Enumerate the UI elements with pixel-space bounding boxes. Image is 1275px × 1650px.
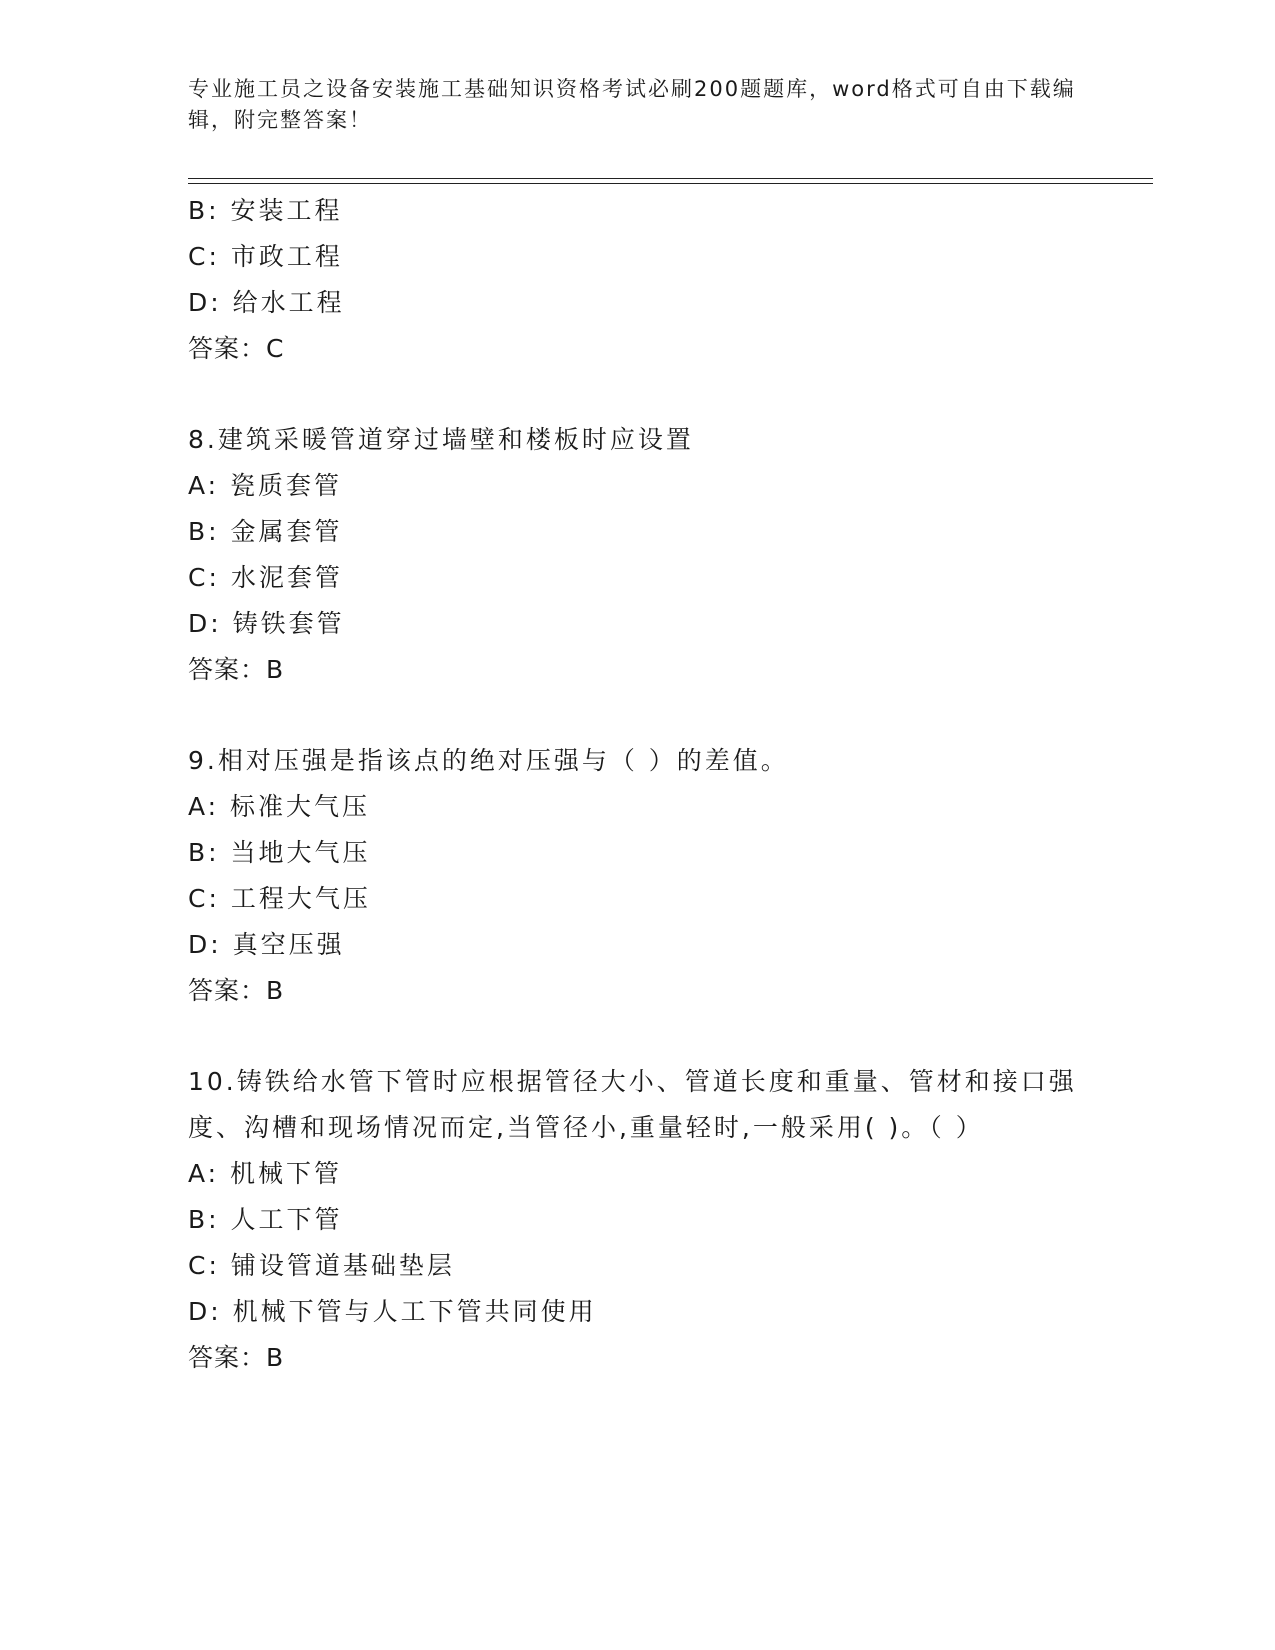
- option-c: C: 工程大气压: [188, 884, 371, 913]
- document-header: [188, 74, 1078, 136]
- option-a: A: 标准大气压: [188, 792, 371, 821]
- spacer: [188, 1014, 1088, 1059]
- question-list: [188, 188, 1088, 1381]
- question-8: [188, 417, 1088, 693]
- option-b: B: 人工下管: [188, 1205, 343, 1234]
- option-c: C: 市政工程: [188, 242, 343, 271]
- option-a: A: 机械下管: [188, 1159, 343, 1188]
- option-d: D: 真空压强: [188, 930, 345, 959]
- option-c: C: 铺设管道基础垫层: [188, 1251, 455, 1280]
- answer-line: 答案：B: [188, 655, 285, 684]
- question-stem: 8.建筑采暖管道穿过墙壁和楼板时应设置: [188, 425, 694, 454]
- answer-line: 答案：B: [188, 1343, 285, 1372]
- header-title: 专业施工员之设备安装施工基础知识资格考试必刷200题题库，word格式可自由下载编辑，附完整答案！: [188, 77, 1076, 132]
- answer-line: 答案：C: [188, 334, 285, 363]
- header-divider-top: [188, 178, 1153, 179]
- option-d: D: 机械下管与人工下管共同使用: [188, 1297, 597, 1326]
- question-stem: 10.铸铁给水管下管时应根据管径大小、管道长度和重量、管材和接口强度、沟槽和现场情况而定,当管径小,重量轻时,一般采用( )。（ ）: [188, 1067, 1077, 1142]
- question-10: [188, 1059, 1088, 1381]
- option-b: B: 安装工程: [188, 196, 343, 225]
- question-stem: 9.相对压强是指该点的绝对压强与（ ）的差值。: [188, 746, 789, 775]
- option-d: D: 给水工程: [188, 288, 345, 317]
- option-a: A: 瓷质套管: [188, 471, 343, 500]
- option-c: C: 水泥套管: [188, 563, 343, 592]
- answer-line: 答案：B: [188, 976, 285, 1005]
- option-b: B: 当地大气压: [188, 838, 371, 867]
- question-9: [188, 738, 1088, 1014]
- header-divider-bottom: [188, 183, 1153, 184]
- option-d: D: 铸铁套管: [188, 609, 345, 638]
- question-7-continued: [188, 188, 1088, 372]
- spacer: [188, 372, 1088, 417]
- option-b: B: 金属套管: [188, 517, 343, 546]
- spacer: [188, 693, 1088, 738]
